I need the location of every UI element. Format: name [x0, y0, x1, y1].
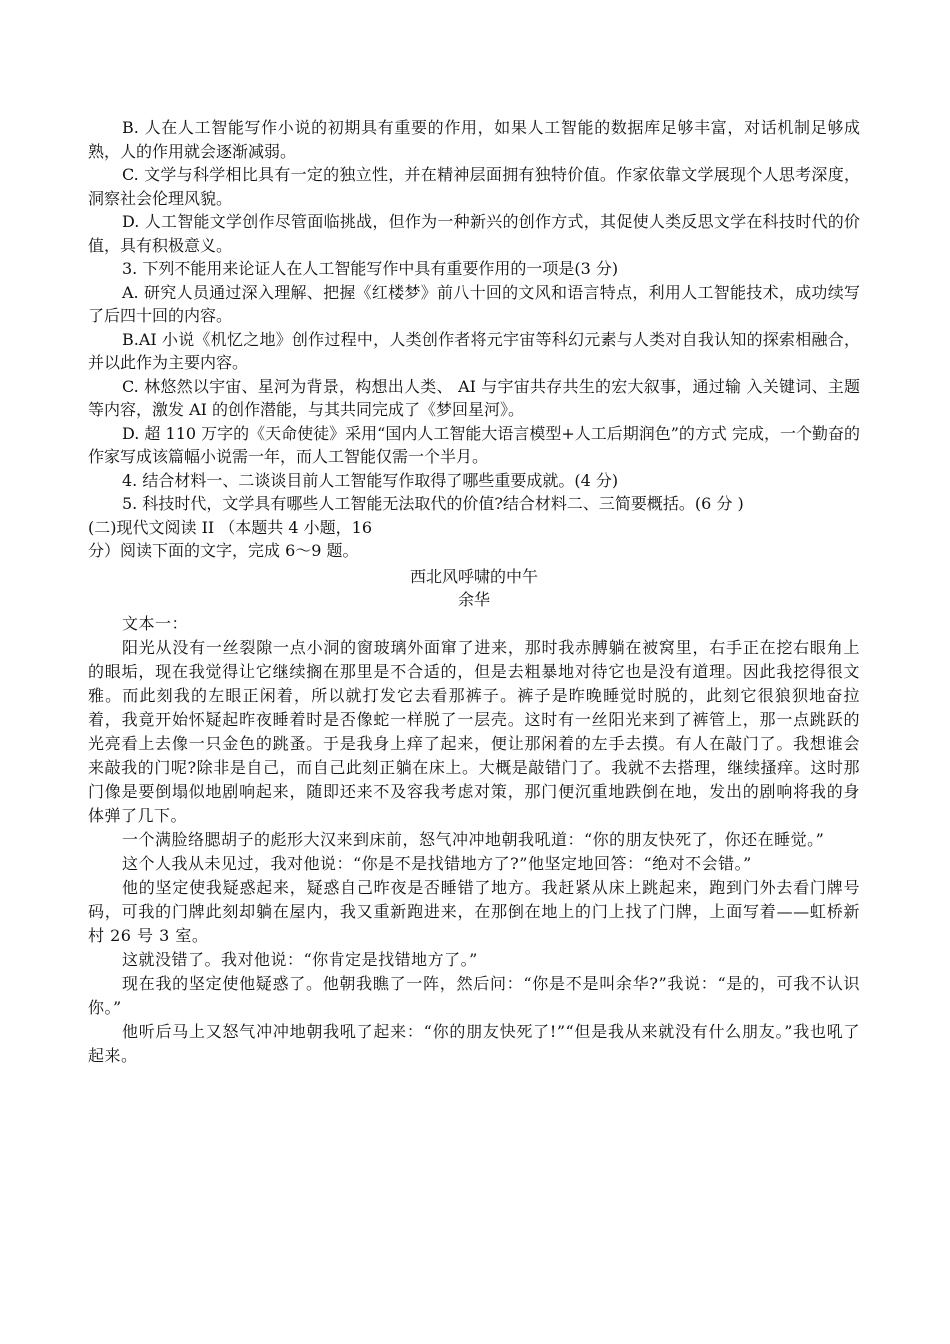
- option-d: D. 人工智能文学创作尽管面临挑战，但作为一种新兴的创作方式，其促使人类反思文学在科技时代的价值，具有积极意义。: [88, 212, 860, 255]
- story-title: 西北风呼啸的中午: [409, 566, 538, 586]
- story-paragraph: 这个人我从未见过，我对他说：“你是不是找错地方了?”他坚定地回答：“绝对不会错。”: [122, 853, 752, 873]
- story-paragraph: 他的坚定使我疑惑起来，疑惑自己昨夜是否睡错了地方。我赶紧从床上跳起来，跑到门外去看门牌号码，可我的门牌此刻却躺在屋内，我又重新跑进来，在那倒在地上的门上找了门牌，上面写着——虹桥新村 26 号 3 室。: [88, 877, 860, 945]
- story-paragraph: 这就没错了。我对他说：“你肯定是找错地方了。”: [122, 949, 478, 969]
- story-paragraph: 阳光从没有一丝裂隙一点小洞的窗玻璃外面窜了进来，那时我赤膊躺在被窝里，右手正在挖右眼角上的眼垢，现在我觉得让它继续搁在那里是不合适的，但是去粗暴地对待它也是没有道理。因此我挖得很文雅。而此刻我的左眼正闲着，所以就打发它去看那裤子。裤子是昨晚睡觉时脱的，此刻它很狼狈地奋拉着，我竟开始怀疑起昨夜睡着时是否像蛇一样脱了一层壳。这时有一丝阳光来到了裤管上，那一点跳跃的光亮看上去像一只金色的跳蚤。于是我身上痒了起来，便让那闲着的左手去摸。有人在敲门了。我想谁会来敲我的门呢?除非是自己，而自己此刻正躺在床上。大概是敲错门了。我就不去搭理，继续搔痒。这时那门像是要倒塌似地剧响起来，随即还来不及容我考虑对策，那门便沉重地跌倒在地，发出的剧响将我的身体弹了几下。: [88, 637, 860, 825]
- question-3-option-a: A. 研究人员通过深入理解、把握《红楼梦》前八十回的文风和语言特点，利用人工智能技术，成功续写了后四十回的内容。: [88, 282, 860, 325]
- question-3-option-d: D. 超 110 万字的《天命使徒》采用“国内人工智能大语言模型+人工后期润色”的方式 完成，一个勤奋的作家写成该篇幅小说需一年，而人工智能仅需一个半月。: [88, 423, 860, 466]
- question-5: 5. 科技时代，文学具有哪些人工智能无法取代的价值?结合材料二、三简要概括。(6 分 ): [122, 494, 744, 513]
- document-page: [88, 116, 860, 1068]
- story-author: 余华: [457, 590, 490, 609]
- question-4: 4. 结合材料一、二谈谈目前人工智能写作取得了哪些重要成就。(4 分): [122, 470, 619, 490]
- question-3: 3. 下列不能用来论证人在人工智能写作中具有重要作用的一项是(3 分): [122, 259, 619, 278]
- option-c: C. 文学与科学相比具有一定的独立性，并在精神层面拥有独特价值。作家依靠文学展现个人思考深度，洞察社会伦理风貌。: [88, 165, 860, 208]
- text-label: 文本一：: [122, 613, 189, 633]
- section-heading-line-1: (二)现代文阅读 II （本题共 4 小题，16: [88, 517, 373, 537]
- story-paragraph: 现在我的坚定使他疑惑了。他朝我瞧了一阵，然后问：“你是不是叫余华?”我说：“是的，可我不认识你。”: [88, 973, 860, 1017]
- section-heading-line-2: 分）阅读下面的文字，完成 6～9 题。: [88, 541, 359, 560]
- story-paragraph: 一个满脸络腮胡子的彪形大汉来到床前，怒气冲冲地朝我吼道：“你的朋友快死了，你还在睡觉。”: [122, 829, 825, 849]
- question-3-option-b: B.AI 小说《机忆之地》创作过程中，人类创作者将元宇宙等科幻元素与人类对自我认知的探索相融合，并以此作为主要内容。: [88, 329, 860, 372]
- question-3-option-c: C. 林悠然以宇宙、星河为背景，构想出人类、 AI 与宇宙共存共生的宏大叙事，通过输 入关键词、主题等内容，激发 AI 的创作潜能，与其共同完成了《梦回星河》。: [88, 376, 860, 419]
- option-b: B. 人在人工智能写作小说的初期具有重要的作用，如果人工智能的数据库足够丰富，对话机制足够成熟，人的作用就会逐渐减弱。: [88, 118, 860, 161]
- story-paragraph: 他听后马上又怒气冲冲地朝我吼了起来：“你的朋友快死了!”“但是我从来就没有什么朋友。”我也吼了起来。: [88, 1021, 860, 1065]
